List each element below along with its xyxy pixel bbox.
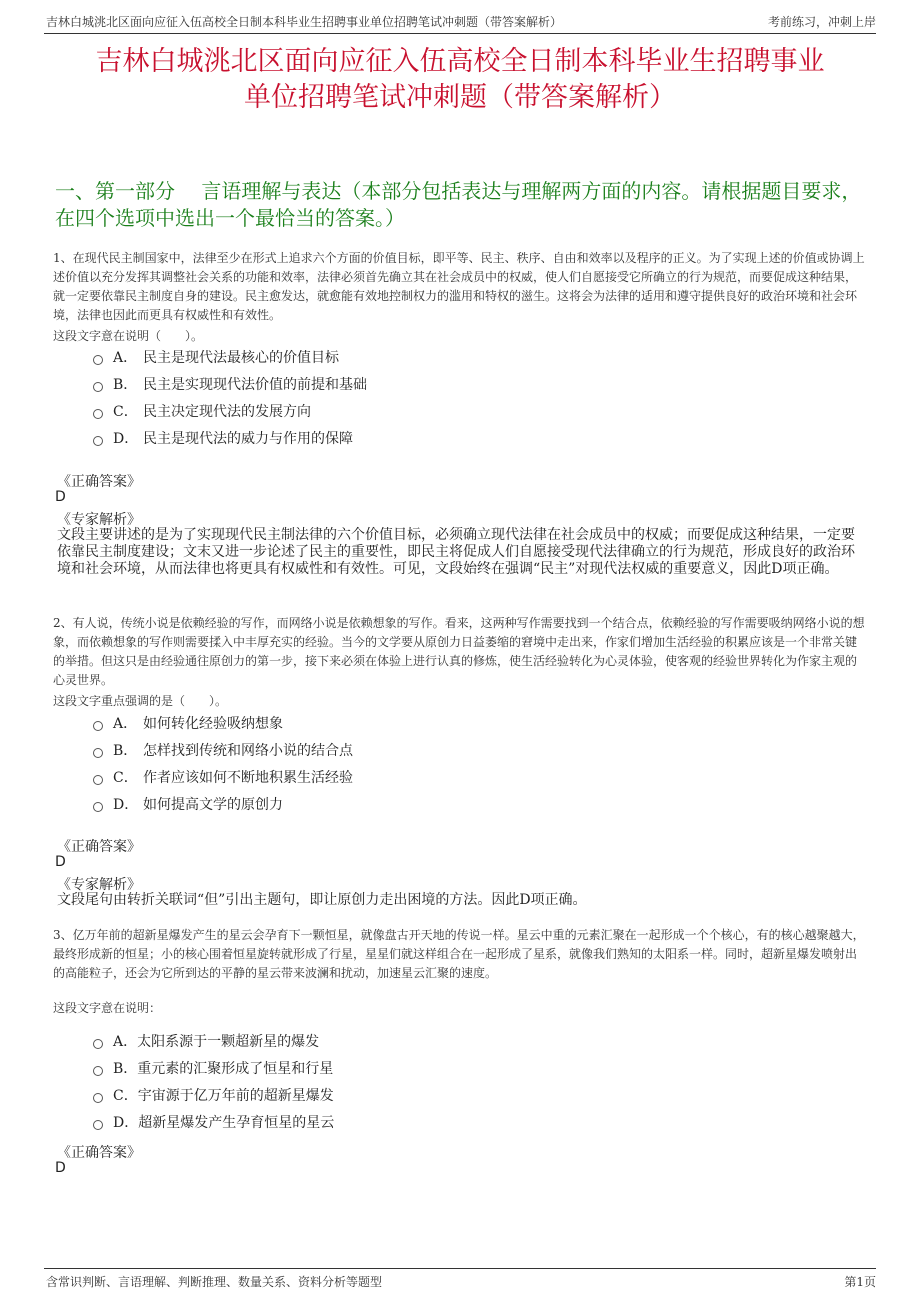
question-2-text: 2、有人说，传统小说是依赖经验的写作，而网络小说是依赖想象的写作。看来，这两种写作需要找到一个结合点，依赖经验的写作需要吸纳网络小说的想象，而依赖想象的写作则需要揉入中丰厚充实的经验。当今的文学要从原创力日益萎缩的窘境中走出来，作家们增加生活经验的积累应该是一个非常关键的举措。但这只是由经验通往原创力的第一步，接下来必须在体验上进行认真的修炼，使生活经验转化为心灵体验，使客观的经验世界转化为作家主观的心灵世界。 xyxy=(53,616,865,687)
answer-label: 《正确答案》 xyxy=(57,1145,141,1161)
question-2-option-d[interactable]: D． 如何提高文学的原创力 xyxy=(93,794,283,814)
title-line-2: 单位招聘笔试冲刺题（带答案解析） xyxy=(244,82,676,113)
radio-icon[interactable] xyxy=(93,802,103,812)
footer-description: 含常识判断、言语理解、判断推理、数量关系、资料分析等题型 xyxy=(46,1275,383,1289)
title-line-1: 吉林白城洮北区面向应征入伍高校全日制本科毕业生招聘事业 xyxy=(95,46,825,77)
question-2-option-b[interactable]: B． 怎样找到传统和网络小说的结合点 xyxy=(93,740,353,760)
answer-label: 《正确答案》 xyxy=(57,839,141,855)
question-3-answer: D xyxy=(55,1160,66,1176)
radio-icon[interactable] xyxy=(93,1093,103,1103)
radio-icon[interactable] xyxy=(93,382,103,392)
question-3-option-c[interactable]: C． 宇宙源于亿万年前的超新星爆发 xyxy=(93,1085,334,1105)
question-1-option-d[interactable]: D． 民主是现代法的威力与作用的保障 xyxy=(93,428,353,448)
question-3-option-d[interactable]: D． 超新星爆发产生孕育恒星的星云 xyxy=(93,1112,334,1132)
question-3-stem: 这段文字意在说明： xyxy=(53,1001,162,1015)
header-divider xyxy=(44,33,876,34)
header-document-title: 吉林白城洮北区面向应征入伍高校全日制本科毕业生招聘事业单位招聘笔试冲刺题（带答案解析） xyxy=(46,15,563,29)
question-3-text: 3、亿万年前的超新星爆发产生的星云会孕育下一颗恒星，就像盘古开天地的传说一样。星云中重的元素汇聚在一起形成一个个核心，有的核心越聚越大，最终形成新的恒星；小的核心围着恒星旋转就形成了行星，星星们就这样组合在一起形成了星系，就像我们熟知的太阳系一样。同时，超新星爆发喷射出的高能粒子，还会为它所到达的平静的星云带来波澜和扰动，加速星云汇聚的速度。 xyxy=(53,928,865,980)
question-2-option-c[interactable]: C． 作者应该如何不断地积累生活经验 xyxy=(93,767,353,787)
radio-icon[interactable] xyxy=(93,748,103,758)
analysis-label: 《专家解析》 xyxy=(57,877,141,893)
question-2-answer: D xyxy=(55,854,66,870)
radio-icon[interactable] xyxy=(93,1066,103,1076)
radio-icon[interactable] xyxy=(93,409,103,419)
radio-icon[interactable] xyxy=(93,355,103,365)
question-2-option-a[interactable]: A． 如何转化经验吸纳想象 xyxy=(93,713,283,733)
radio-icon[interactable] xyxy=(93,1120,103,1130)
header-slogan: 考前练习，冲刺上岸 xyxy=(767,15,876,29)
radio-icon[interactable] xyxy=(93,436,103,446)
radio-icon[interactable] xyxy=(93,721,103,731)
radio-icon[interactable] xyxy=(93,775,103,785)
question-1-text: 1、在现代民主制国家中，法律至少在形式上追求六个方面的价值目标，即平等、民主、秩序、自由和效率以及程序的正义。为了实现上述的价值或协调上述价值以充分发挥其调整社会关系的功能和效率，法律必须首先确立其在社会成员中的权威，使人们自愿接受它所确立的行为规范，而要促成这种结果，就一定要依靠民主制度自身的建设。民主愈发达，就愈能有效地控制权力的滥用和特权的滋生。这将会为法律的适用和遵守提供良好的政治环境和社会环境，法律也因此而更具有权威性和有效性。 xyxy=(53,251,865,322)
question-1-stem: 这段文字意在说明（ ）。 xyxy=(53,329,204,343)
answer-label: 《正确答案》 xyxy=(57,474,141,490)
section-heading: 一、第一部分 言语理解与表达（本部分包括表达与理解两方面的内容。请根据题目要求，在四个选项中选出一个最恰当的答案。） xyxy=(55,179,862,230)
page-number: 第1页 xyxy=(844,1275,876,1289)
question-3-option-a[interactable]: A． 太阳系源于一颗超新星的爆发 xyxy=(93,1031,319,1051)
question-3-option-b[interactable]: B． 重元素的汇聚形成了恒星和行星 xyxy=(93,1058,333,1078)
question-2-stem: 这段文字重点强调的是（ ）。 xyxy=(53,694,228,708)
footer-divider xyxy=(44,1268,876,1269)
question-1-option-c[interactable]: C． 民主决定现代法的发展方向 xyxy=(93,401,311,421)
question-1-option-b[interactable]: B． 民主是实现现代法价值的前提和基础 xyxy=(93,374,367,394)
question-2-analysis: 文段尾句由转折关联词“但”引出主题句，即让原创力走出困境的方法。因此D项正确。 xyxy=(57,892,587,908)
page-title xyxy=(44,44,876,116)
question-1-option-a[interactable]: A． 民主是现代法最核心的价值目标 xyxy=(93,347,339,367)
analysis-label: 《专家解析》 xyxy=(57,512,141,528)
question-1-answer: D xyxy=(55,489,66,505)
radio-icon[interactable] xyxy=(93,1039,103,1049)
question-1-analysis: 文段主要讲述的是为了实现现代民主制法律的六个价值目标，必须确立现代法律在社会成员中的权威；而要促成这种结果，一定要依靠民主制度建设；文末又进一步论述了民主的重要性，即民主将促成人们自愿接受现代法律确立的行为规范，形成良好的政治环境和社会环境，从而法律也将更具有权威性和有效性。可见，文段始终在强调“民主”对现代法权威的重要意义，因此D项正确。 xyxy=(57,527,855,577)
